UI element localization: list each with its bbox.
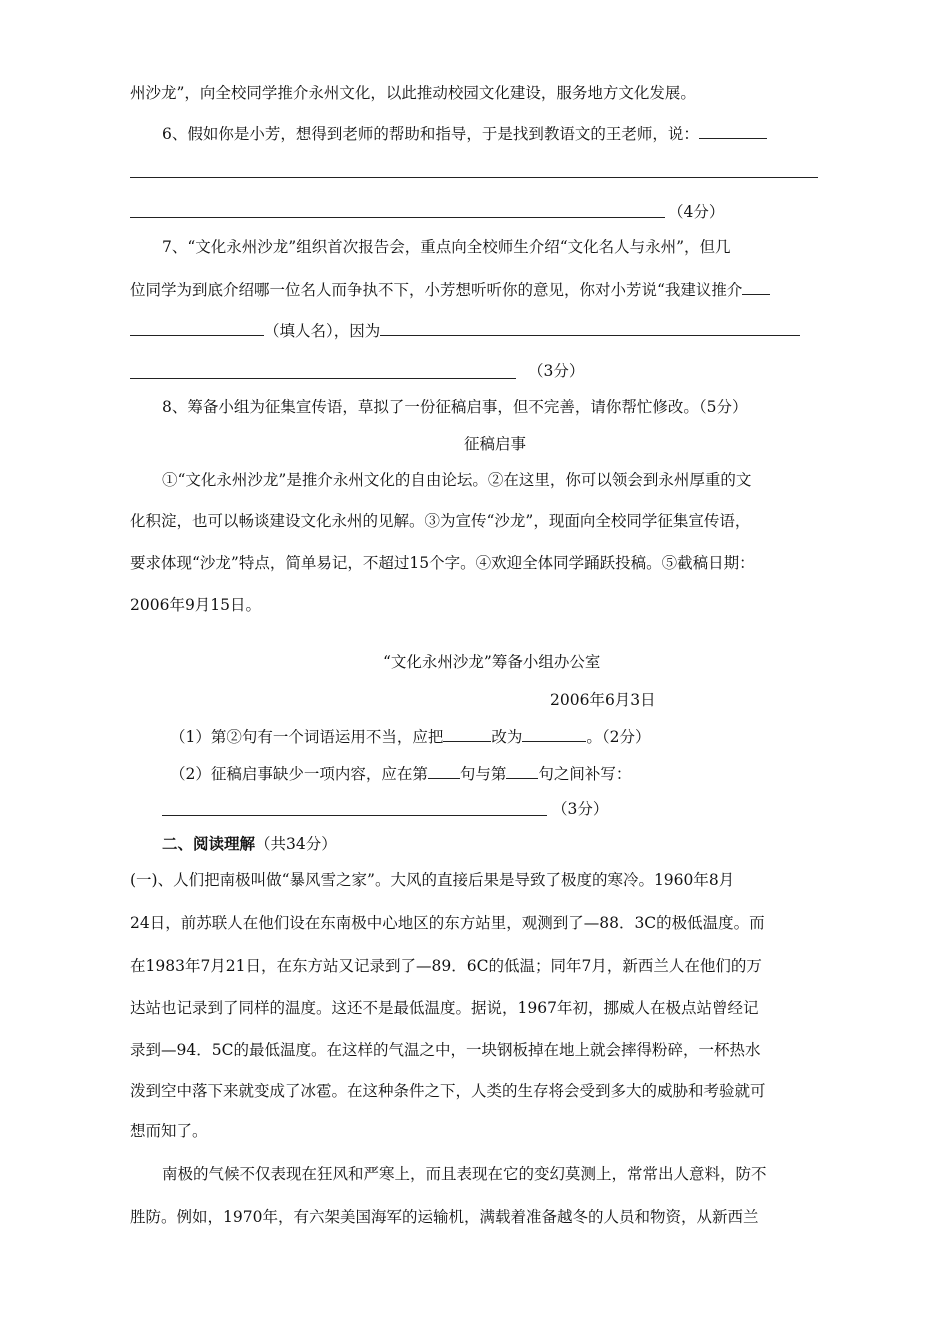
answer-line[interactable] bbox=[130, 217, 665, 218]
answer-line[interactable] bbox=[130, 177, 818, 178]
notice-body-line: ①“文化永州沙龙”是推介永州文化的自由论坛。②在这里，你可以领会到永州厚重的文 bbox=[162, 471, 752, 489]
sentence-number-blank[interactable] bbox=[428, 763, 460, 779]
sub2-text-b: 句与第 bbox=[459, 765, 507, 783]
question-8-sub2-score: （3分） bbox=[552, 800, 609, 818]
notice-title: 征稿启事 bbox=[464, 435, 527, 453]
reason-blank[interactable] bbox=[380, 320, 800, 336]
passage-line: 24日，前苏联人在他们设在东南极中心地区的东方站里，观测到了—88．3C的极低温度。而 bbox=[130, 914, 765, 932]
section-heading-title: 二、阅读理解 bbox=[162, 834, 256, 853]
fill-label: （填人名），因为 bbox=[264, 322, 381, 340]
question-7-line2 bbox=[130, 279, 770, 300]
answer-line[interactable] bbox=[162, 815, 547, 816]
question-7-score: （3分） bbox=[528, 362, 585, 380]
notice-body-line: 要求体现“沙龙”特点，简单易记，不超过15个字。④欢迎全体同学踊跃投稿。⑤截稿日期： bbox=[130, 554, 755, 572]
sentence-number-blank[interactable] bbox=[506, 763, 538, 779]
sub1-text-c: 。（2分） bbox=[586, 728, 651, 746]
sub2-text-c: 句之间补写： bbox=[538, 765, 632, 783]
passage-line: 在1983年7月21日，在东方站又记录到了—89．6C的低温；同年7月，新西兰人在他们的万 bbox=[130, 957, 762, 975]
passage-line: (一)、人们把南极叫做“暴风雪之家”。大风的直接后果是导致了极度的寒冷。1960年8月 bbox=[130, 871, 735, 889]
question-8-sub1 bbox=[170, 726, 651, 747]
paragraph-line: 州沙龙”，向全校同学推介永州文化，以此推动校园文化建设，服务地方文化发展。 bbox=[130, 84, 696, 102]
question-7-line3 bbox=[130, 320, 800, 341]
question-6 bbox=[162, 123, 767, 144]
passage-line: 达站也记录到了同样的温度。这还不是最低温度。据说，1967年初，挪威人在极点站曾经记 bbox=[130, 999, 759, 1017]
section-heading bbox=[162, 834, 337, 854]
question-6-score: （4分） bbox=[668, 203, 725, 221]
passage-line: 南极的气候不仅表现在狂风和严寒上，而且表现在它的变幻莫测上，常常出人意料，防不 bbox=[162, 1165, 767, 1183]
question-7-line2-text: 位同学为到底介绍哪一位名人而争执不下，小芳想听听你的意见，你对小芳说“我建议推介 bbox=[130, 281, 743, 299]
name-blank-start[interactable] bbox=[742, 279, 770, 295]
sub1-text-a: （1）第②句有一个词语运用不当，应把 bbox=[170, 728, 444, 746]
section-heading-score: （共34分） bbox=[255, 835, 337, 853]
name-blank[interactable] bbox=[130, 320, 264, 336]
notice-body-line: 化积淀，也可以畅谈建设文化永州的见解。③为宣传“沙龙”，现面向全校同学征集宣传语， bbox=[130, 512, 751, 530]
passage-line: 胜防。例如，1970年，有六架美国海军的运输机，满载着准备越冬的人员和物资，从新西兰 bbox=[130, 1208, 759, 1226]
sub2-text-a: （2）征稿启事缺少一项内容，应在第 bbox=[170, 765, 428, 783]
notice-date: 2006年6月3日 bbox=[550, 691, 656, 709]
question-7-line1: 7、“文化永州沙龙”组织首次报告会，重点向全校师生介绍“文化名人与永州”，但几 bbox=[162, 238, 731, 256]
passage-line: 泼到空中落下来就变成了冰雹。在这种条件之下，人类的生存将会受到多大的威胁和考验就可 bbox=[130, 1082, 766, 1100]
question-8-sub2 bbox=[170, 763, 631, 784]
passage-line: 录到—94．5C的最低温度。在这样的气温之中，一块钢板掉在地上就会摔得粉碎，一杯热水 bbox=[130, 1041, 761, 1059]
passage-line: 想而知了。 bbox=[130, 1122, 208, 1140]
notice-signature: “文化永州沙龙”筹备小组办公室 bbox=[383, 653, 601, 671]
question-6-text: 6、假如你是小芳，想得到老师的帮助和指导，于是找到教语文的王老师，说： bbox=[162, 125, 699, 143]
sub1-text-b: 改为 bbox=[491, 728, 523, 746]
question-8-text: 8、筹备小组为征集宣传语，草拟了一份征稿启事，但不完善，请你帮忙修改。（5分） bbox=[162, 398, 748, 416]
answer-blank[interactable] bbox=[699, 123, 767, 139]
answer-line[interactable] bbox=[130, 378, 516, 379]
notice-body-line: 2006年9月15日。 bbox=[130, 596, 262, 614]
word-blank[interactable] bbox=[443, 726, 491, 742]
replacement-blank[interactable] bbox=[522, 726, 586, 742]
